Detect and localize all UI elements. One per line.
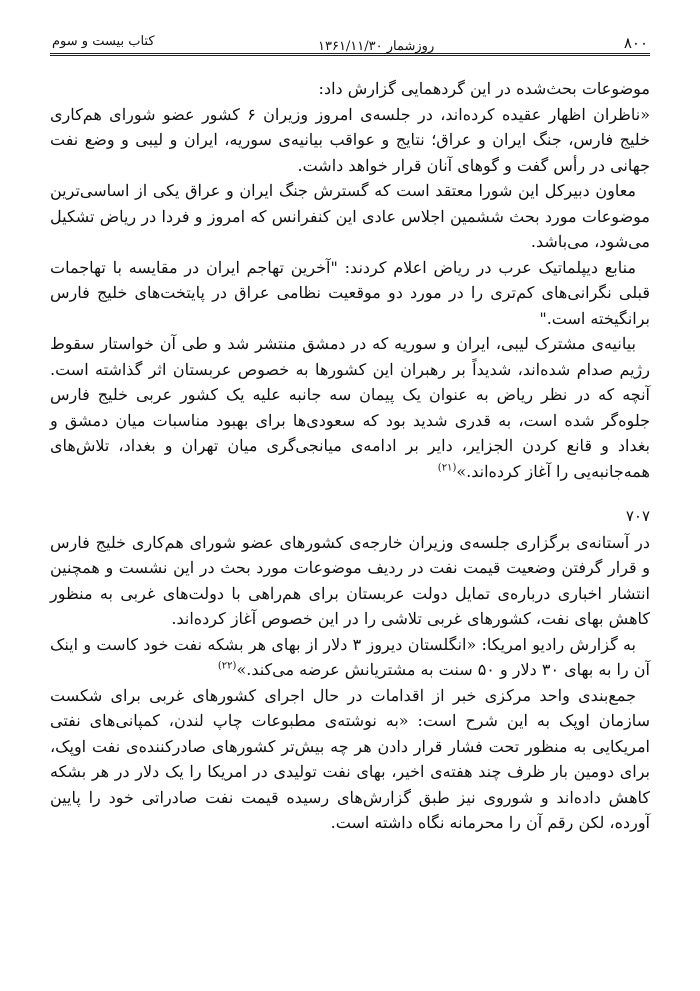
paragraph-deputy-secretary: معاون دبیرکل این شورا معتقد است که گسترش جنگ ایران و عراق یکی از اساسی‌ترین موضوعات مورد بحث ششمین اجلاس عادی این کنفرانس که امروز و فردا در ریاض تشکیل می‌شود، می‌باشد. [50, 181, 650, 251]
paragraph-diplomatic-sources: منابع دیپلماتیک عرب در ریاض اعلام کردند: "آخرین تهاجم ایران در مقایسه با تهاجمات قبلی نگرانی‌های کم‌تری را در مورد دو موقعیت نظامی عراق در پایتخت‌های خلیج فارس برانگیخته است." [50, 257, 650, 328]
paragraph-joint-statement [50, 331, 650, 484]
running-header [50, 28, 650, 58]
paragraph-quote-start: «ناظران اظهار عقیده کرده‌اند، در جلسه‌ی امروز وزیران ۶ کشور عضو شورای هم‌کاری خلیج فارس، جنگ ایران و عراق؛ نتایج و عواقب بیانیه‌ی سوریه، ایران و لیبی و وضع نفت جهانی در رأس گفت و گوهای آنان قرار خواهد داشت. [50, 104, 650, 175]
paragraph-intro: موضوعات بحث‌شده در این گردهمایی گزارش داد: [318, 79, 650, 98]
footnote-ref-21: (۲۱) [437, 462, 457, 474]
paragraph-radio-america [50, 632, 650, 683]
page-number: ۸۰۰ [623, 34, 648, 52]
date-label: روزشمار ۱۳۶۱/۱۱/۳۰ [318, 39, 435, 54]
footnote-ref-22: (۲۲) [217, 660, 237, 672]
paragraph-radio-america-text: به گزارش رادیو امریکا: «انگلستان دیروز ۳ دلار از بهای هر بشکه نفت خود کاست و اینک آن را به بهای ۳۰ دلار و ۵۰ سنت به مشتریانش عرضه می‌کند.» [50, 634, 650, 679]
header-rule [50, 53, 650, 54]
paragraph-joint-statement-text: بیانیه‌ی مشترک لیبی، ایران و سوریه که در دمشق منتشر شد و طی آن خواستار سقوط رژیم صدام شده‌اند، شدیداً بر رهبران این کشورها به خصوص عربستان اثر گذاشته است. آنچه که در نظر ریاض به عنوان یک پیمان سه جانبه علیه یک کشور عربی خلیج فارس جلوه‌گر شده است، به قدری شدید بود که سعودی‌ها برای بهبود مناسبات میان دمشق و بغداد و قانع کردن الجزایر، دایر بر ادامه‌ی میانجی‌گری میان تهران و بغداد، تلاش‌های همه‌جانبه‌یی را آغاز کرده‌اند.» [50, 334, 650, 481]
paragraph-oil-price: در آستانه‌ی برگزاری جلسه‌ی وزیران خارجه‌ی کشورهای عضو شورای هم‌کاری خلیج فارس و قرار گرفتن وضعیت قیمت نفت در ردیف موضوعات مورد بحث در این نشست و همچنین انتشار اخباری درباره‌ی تمایل دولت عربستان برای هم‌راهی با دولت‌های غربی به منظور کاهش بهای نفت، کشورهای غربی تلاشی را در این خصوص آغاز کرده‌اند. [50, 532, 650, 628]
book-title: کتاب بیست و سوم [52, 34, 155, 49]
page-body [50, 76, 650, 836]
header-rule-secondary [50, 55, 650, 56]
section-number: ۷۰۷ [625, 507, 650, 525]
paragraph-news-summary: جمع‌بندی واحد مرکزی خبر از اقدامات در حال اجرای کشورهای غربی برای شکست سازمان اوپک به این شرح است: «به نوشته‌ی مطبوعات چاپ لندن، کمپانی‌های نفتی امریکایی به منظور تحت فشار قرار دادن هر چه بیش‌تر کشورهای صادرکننده‌ی نفت اوپک، برای دومین بار ظرف چند هفته‌ی اخیر، بهای نفت تولیدی در امریکا را یک دلار در هر بشکه کاهش داده‌اند و شوروی نیز طبق گزارش‌های رسیده قیمت نفت صادراتی خود را پایین آورده، لکن رقم آن را محرمانه نگاه داشته است. [50, 685, 650, 832]
